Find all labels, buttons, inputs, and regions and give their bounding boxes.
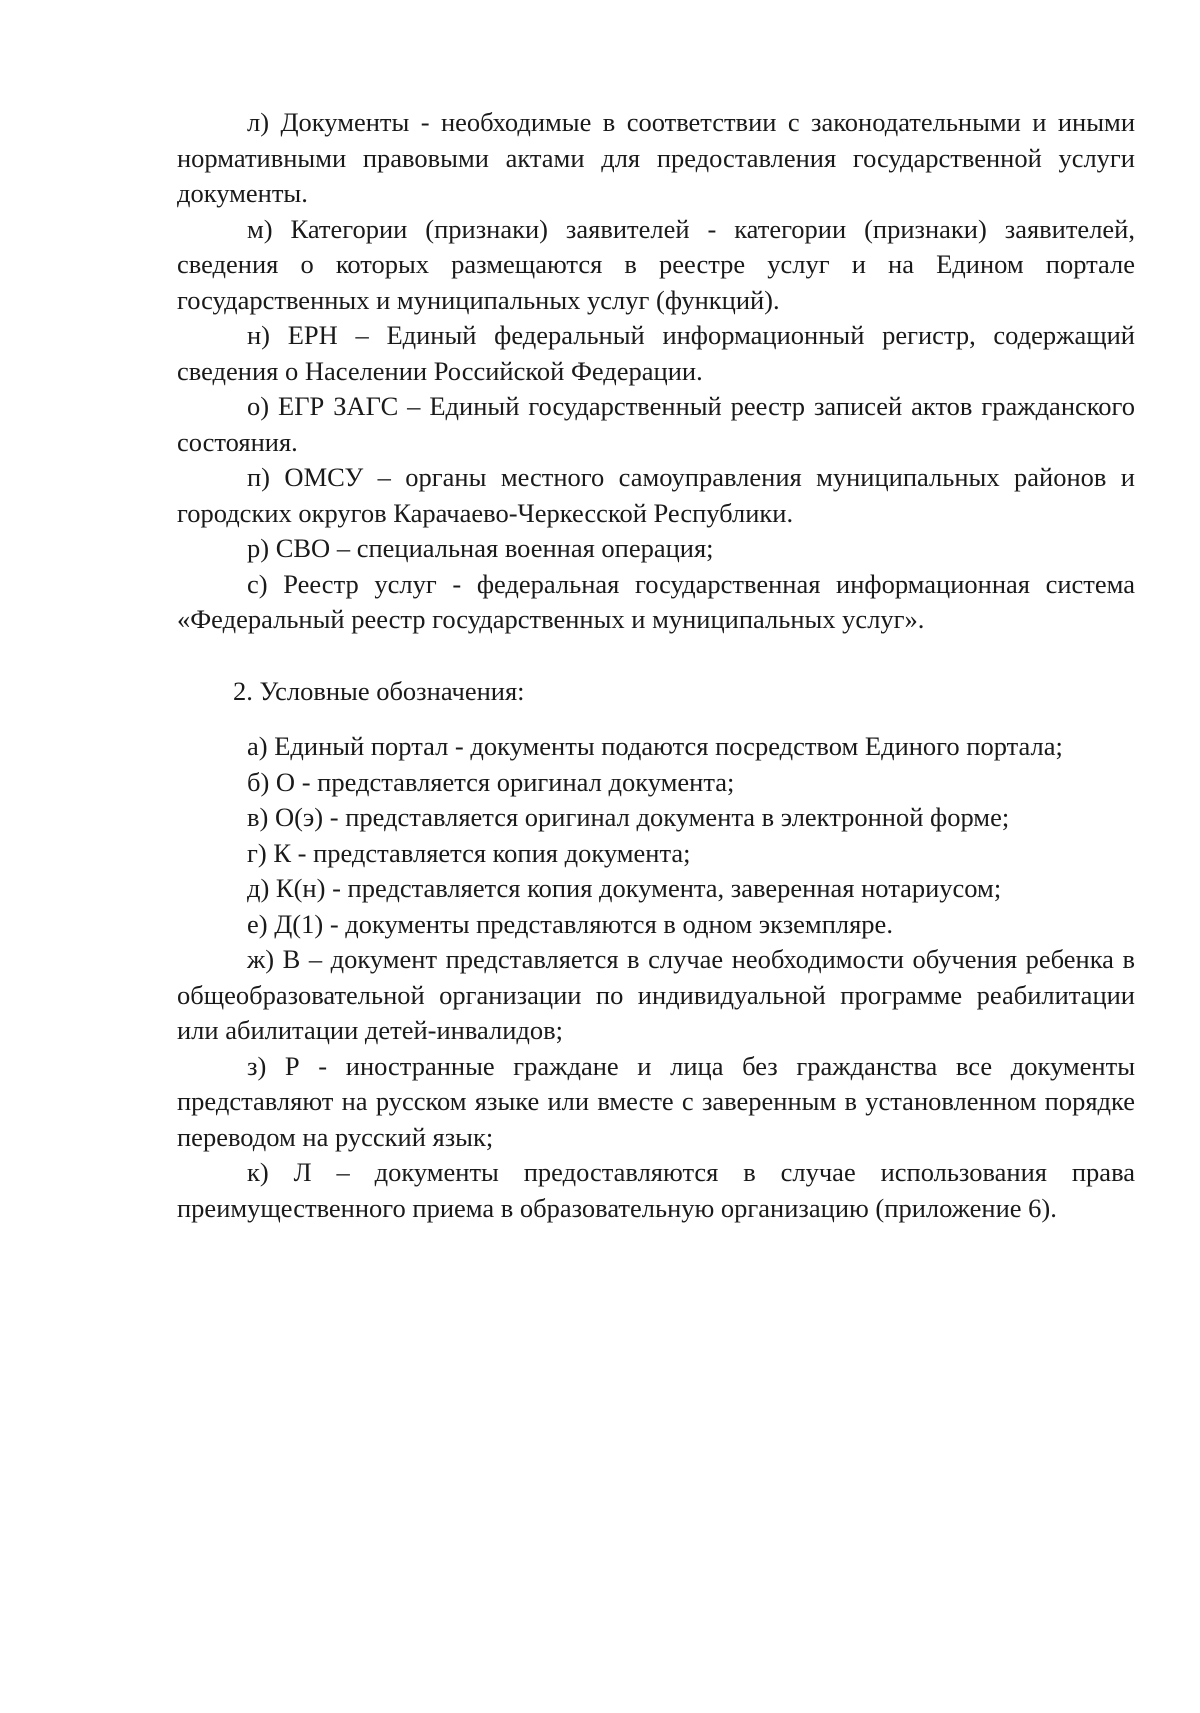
definition-l: л) Документы - необходимые в соответствии с законодательными и иными нормативными правовыми актами для предоставления государственной услуги документы. <box>177 107 1135 208</box>
definition-p: п) ОМСУ – органы местного самоуправления муниципальных районов и городских округов Карачаево-Черкесской Республики. <box>177 462 1135 528</box>
definition-m: м) Категории (признаки) заявителей - категории (признаки) заявителей, сведения о которых размещаются в реестре услуг и на Едином портале государственных и муниципальных услуг (функций). <box>177 213 1135 315</box>
legend-list <box>177 729 1135 1226</box>
definition-n: н) ЕРН – Единый федеральный информационный регистр, содержащий сведения о Населении Российской Федерации. <box>177 320 1135 386</box>
section-heading: 2. Условные обозначения: <box>233 676 525 706</box>
legend-item-v: в) О(э) - представляется оригинал документа в электронной форме; <box>247 802 1010 832</box>
legend-item-d: д) К(н) - представляется копия документа, заверенная нотариусом; <box>247 873 1002 903</box>
section-2-heading-block <box>177 674 1135 710</box>
legend-item-b: б) О - представляется оригинал документа; <box>247 766 735 797</box>
legend-item-e: е) Д(1) - документы представляются в одном экземпляре. <box>247 908 893 939</box>
legend-item-a: а) Единый портал - документы подаются посредством Единого портала; <box>247 731 1063 761</box>
definition-o: о) ЕГР ЗАГС – Единый государственный реестр записей актов гражданского состояния. <box>177 391 1135 457</box>
legend-item-g: г) К - представляется копия документа; <box>247 837 691 868</box>
legend-item-zh: ж) В – документ представляется в случае необходимости обучения ребенка в общеобразовательной организации по индивидуальной программе реабилитации или абилитации детей-инвалидов; <box>177 944 1135 1045</box>
definitions-list <box>177 105 1135 638</box>
definition-s: с) Реестр услуг - федеральная государственная информационная система «Федеральный реестр государственных и муниципальных услуг». <box>177 568 1135 634</box>
definition-r: р) СВО – специальная военная операция; <box>247 533 714 563</box>
legend-item-k: к) Л – документы предоставляются в случае использования права преимущественного приема в образовательную организацию (приложение 6). <box>177 1157 1135 1223</box>
legend-item-z: з) Р - иностранные граждане и лица без гражданства все документы представляют на русском языке или вместе с заверенным в установленном порядке переводом на русский язык; <box>177 1050 1135 1152</box>
